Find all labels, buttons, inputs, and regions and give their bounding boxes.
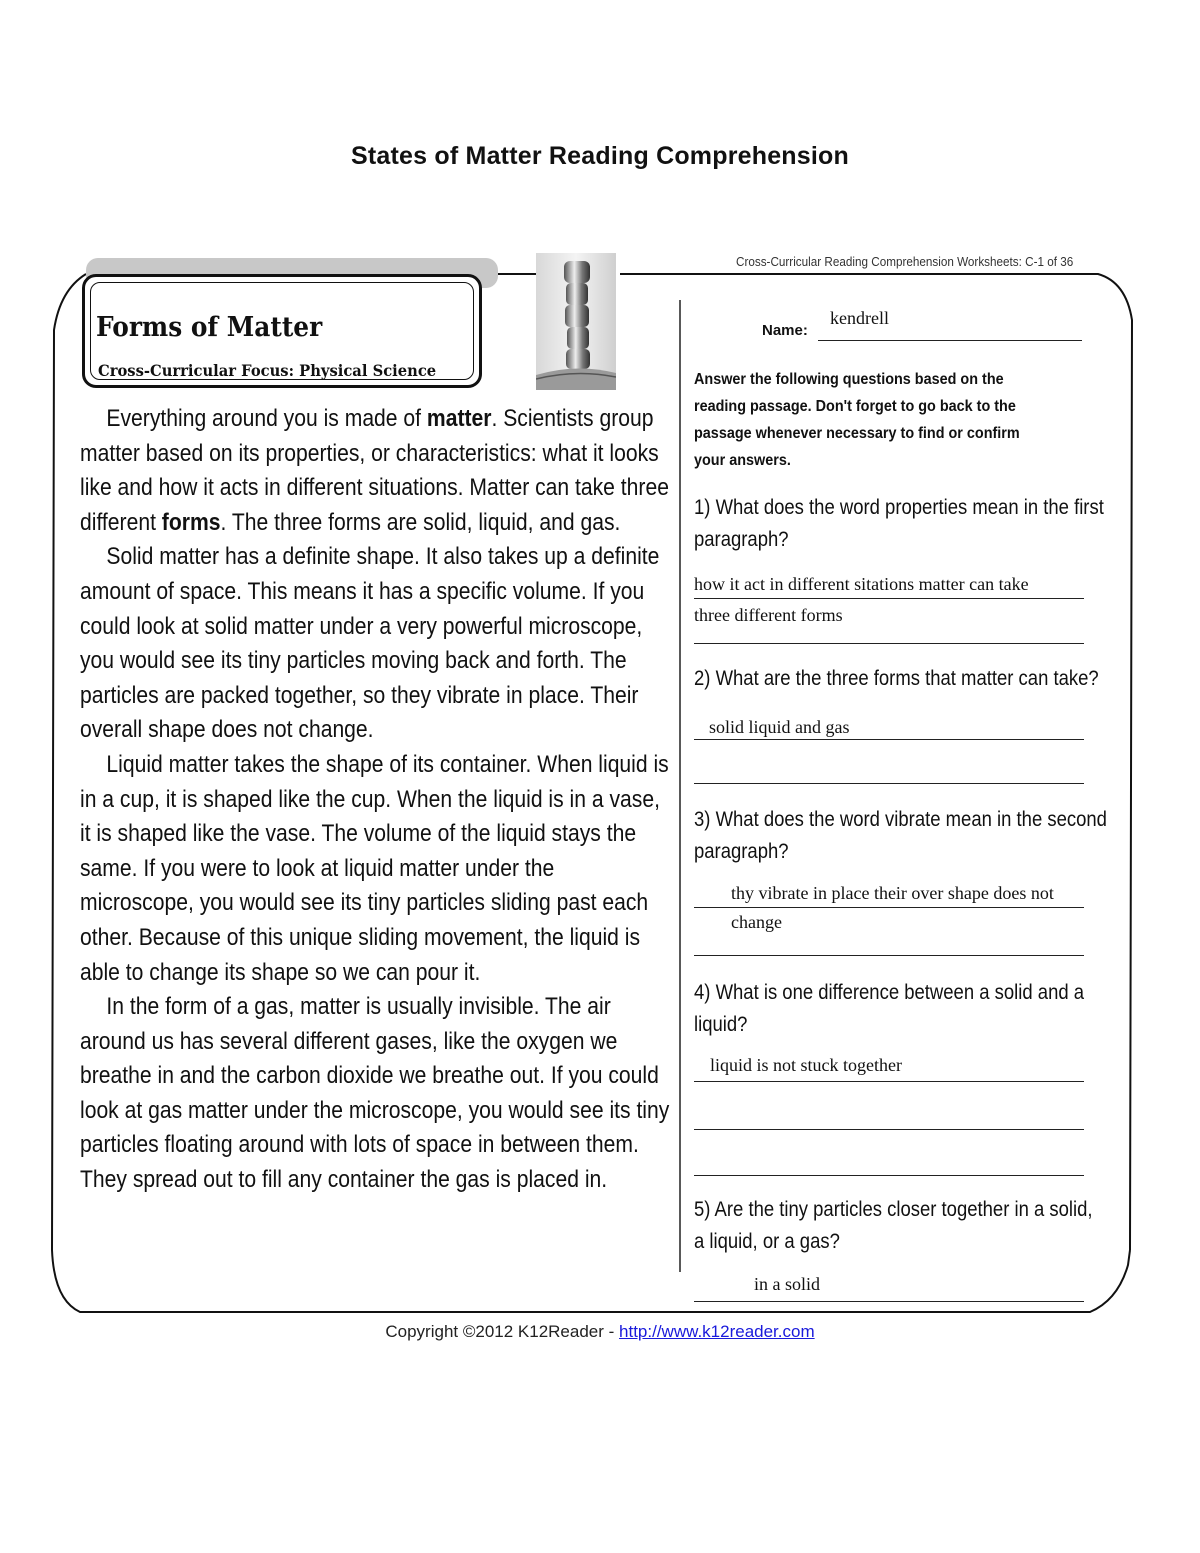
answer-4-line-1[interactable]: liquid is not stuck together (710, 1055, 902, 1075)
reading-passage (80, 402, 670, 1198)
passage-title: Forms of Matter (96, 312, 323, 343)
question-1: 1) What does the word properties mean in the first paragraph? (694, 496, 1104, 551)
paragraph-1-text-a: Everything around you is made of (106, 405, 427, 432)
series-label: Cross-Curricular Reading Comprehension Worksheets: C-1 of 36 (736, 254, 1074, 269)
document-title: States of Matter Reading Comprehension (351, 142, 849, 170)
question-2: 2) What are the three forms that matter can take? (694, 667, 1099, 690)
question-5: 5) Are the tiny particles closer together in a solid, a liquid, or a gas? (694, 1198, 1093, 1253)
answer-line (694, 783, 1084, 784)
answer-3-line-2[interactable]: change (731, 912, 782, 932)
answer-line (694, 1081, 1084, 1082)
answer-line (694, 643, 1084, 644)
paragraph-3: Liquid matter takes the shape of its container. When liquid is in a cup, it is shaped like the cup. When the liquid is in a vase, it is shaped like the vase. The volume of the liquid stays the same. If you were to look at liquid matter under the microscope, you would see its tiny particles sliding past each other. Because of this unique sliding movement, the liquid is able to change its shape so we can pour it. (80, 750, 669, 986)
copyright-text: Copyright ©2012 K12Reader - (385, 1322, 620, 1341)
paragraph-1 (80, 402, 671, 540)
answer-5-line-1[interactable]: in a solid (754, 1274, 820, 1294)
term-forms: forms (161, 508, 221, 536)
answer-line (694, 1129, 1084, 1130)
passage-focus: Cross-Curricular Focus: Physical Science (98, 361, 437, 380)
name-field[interactable]: kendrell (830, 308, 889, 328)
paragraph-2: Solid matter has a definite shape. It also takes up a definite amount of space. This means it has a specific volume. If you could look at solid matter under a very powerful microscope, you would see its tiny particles moving back and forth. The particles are packed together, so they vibrate in place. Their overall shape does not change. (80, 543, 660, 744)
term-matter: matter (426, 405, 492, 432)
copyright-footer (0, 1322, 1200, 1342)
paragraph-1-text-b: . Scientists group matter based on its properties, or characteristics: what it looks like and how it acts in different situations. Matter can take three different (80, 405, 669, 536)
answer-1-line-1[interactable]: how it act in different sitations matter can take (694, 574, 1029, 594)
answer-line (694, 955, 1084, 956)
ice-stack-photo (536, 253, 616, 390)
answer-line (694, 907, 1084, 908)
instructions: Answer the following questions based on the reading passage. Don't forget to go back to the passage whenever necessary to find or confirm your answers. (694, 371, 1020, 469)
answer-3-line-1[interactable]: thy vibrate in place their over shape does not (731, 883, 1054, 903)
answer-line (694, 1175, 1084, 1176)
k12reader-link[interactable]: http://www.k12reader.com (619, 1322, 815, 1341)
answer-line (694, 1301, 1084, 1302)
question-3: 3) What does the word vibrate mean in the second paragraph? (694, 808, 1107, 863)
answer-2-line-1[interactable]: solid liquid and gas (709, 717, 850, 737)
answer-line (694, 598, 1084, 599)
answer-1-line-2[interactable]: three different forms (694, 605, 843, 625)
name-line (818, 340, 1082, 341)
answer-line (694, 739, 1084, 740)
paragraph-4: In the form of a gas, matter is usually invisible. The air around us has several different gases, like the oxygen we breathe in and the carbon dioxide we breathe out. If you could look at gas matter under the microscope, you would see its tiny particles floating around with lots of space in between them. They spread out to fill any container the gas is placed in. (80, 993, 670, 1194)
paragraph-1-text-c: . The three forms are solid, liquid, and gas. (220, 508, 621, 536)
question-4: 4) What is one difference between a solid and a liquid? (694, 981, 1085, 1036)
name-label: Name: (762, 322, 808, 339)
